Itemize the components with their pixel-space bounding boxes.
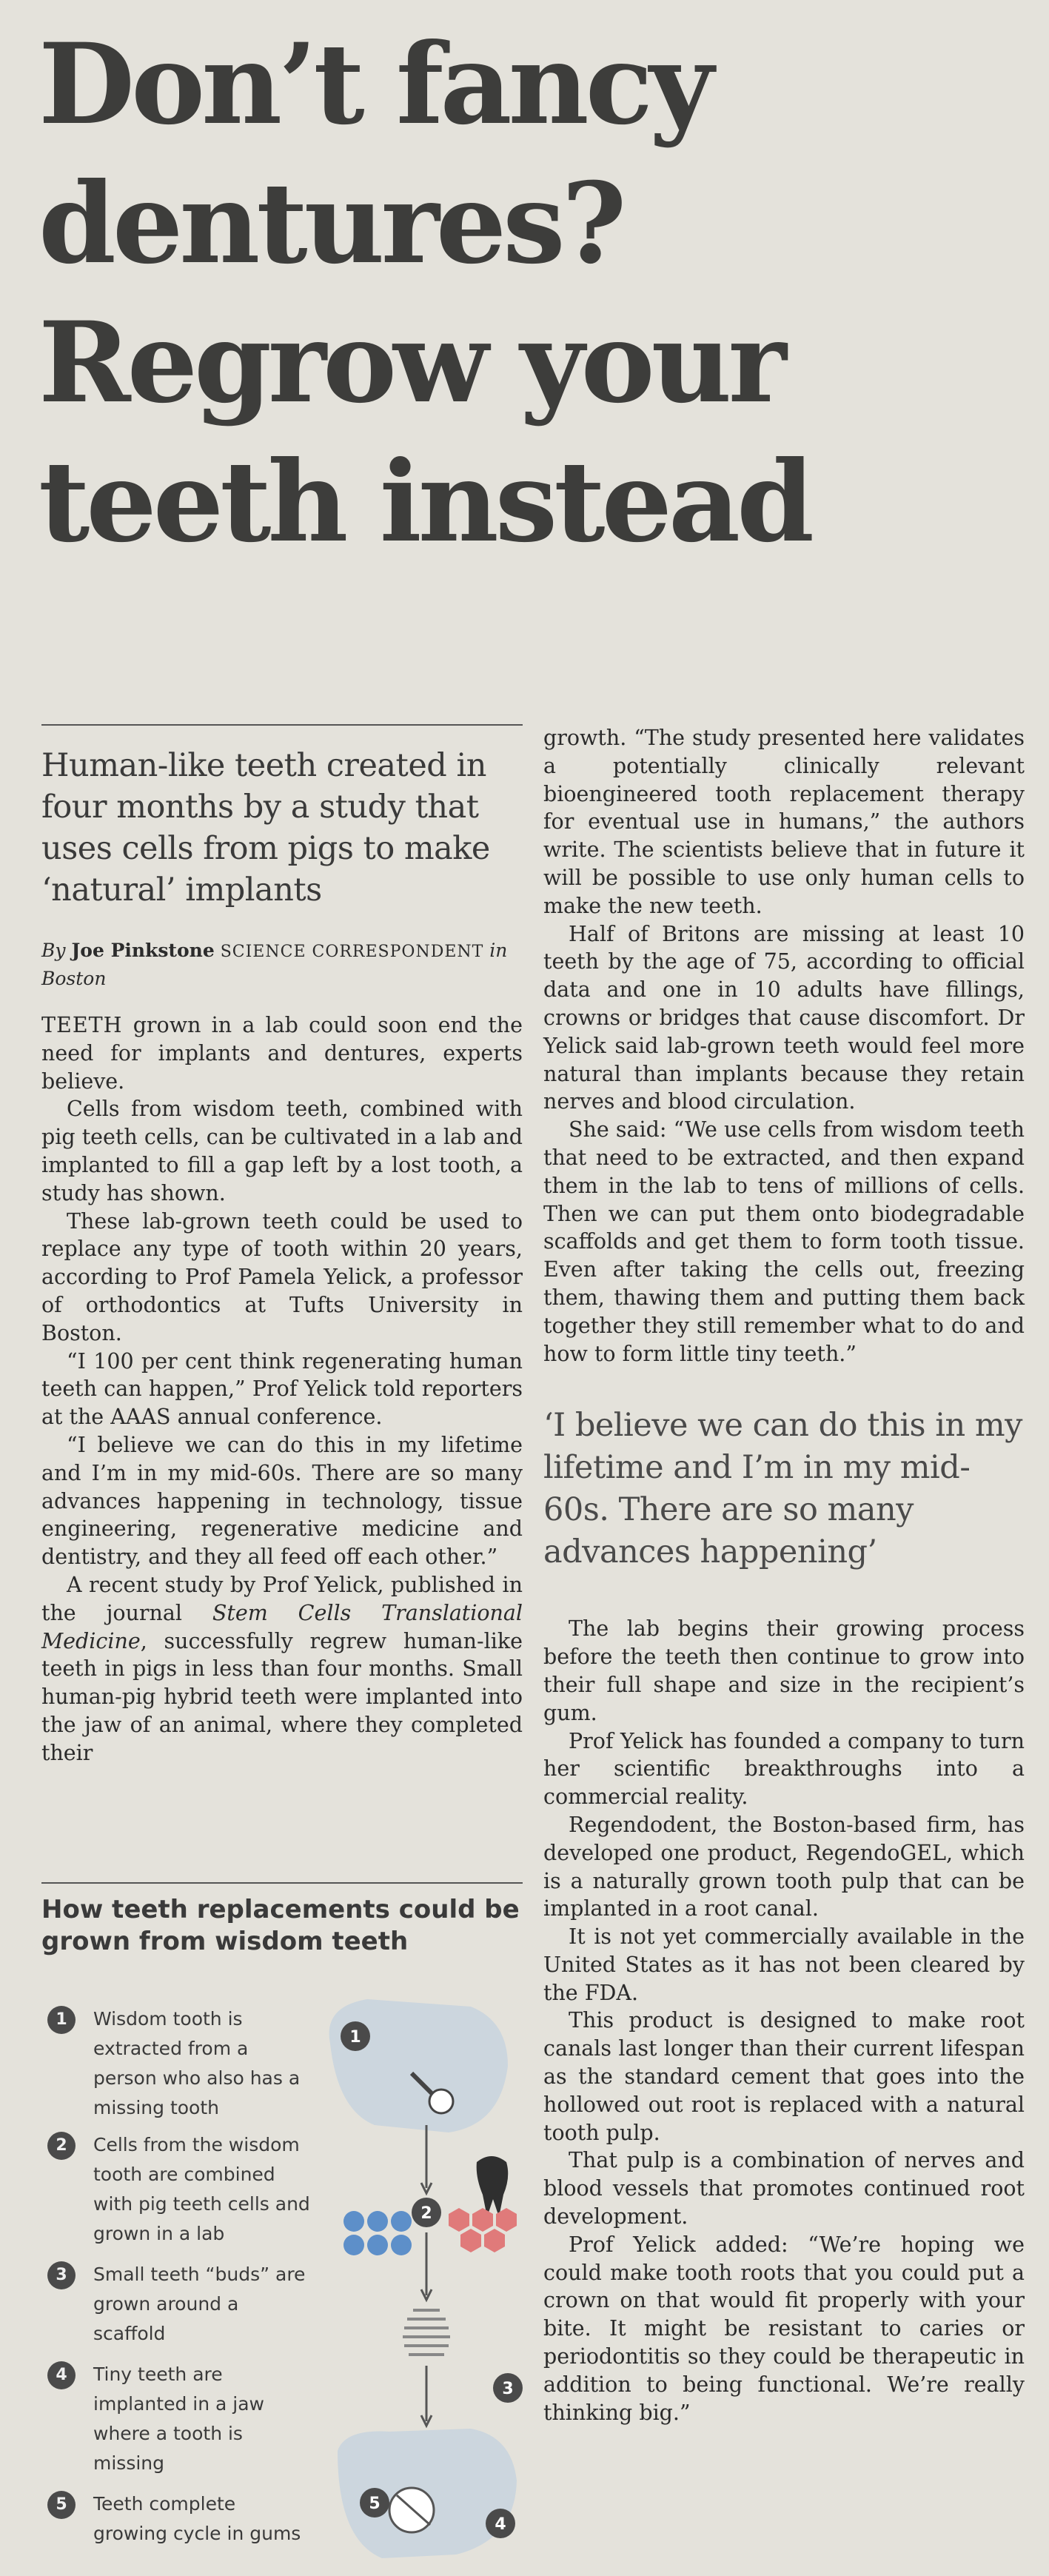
step-number: 2 (47, 2132, 76, 2160)
lede-caps: TEETH (41, 1013, 123, 1037)
paragraph (41, 1571, 523, 1767)
paragraph: Prof Yelick added: “We’re hoping we could make tooth roots that you could put a crown on that would fit properly with your bite. It might be resistant to caries or periodontitis so they could be therapeutic in addition to being functional. We’re really thinking big.” (543, 2232, 1025, 2425)
paragraph (41, 1011, 523, 1095)
journal-name: Stem Cells Translational Medicine (41, 1600, 523, 1653)
paragraph: Prof Yelick has founded a company to turn her scientific breakthroughs into a commercial reality. (543, 1728, 1025, 1810)
step-text: Cells from the wisdom tooth are combined with pig teeth cells and grown in a lab (93, 2134, 310, 2244)
diagram-step-1-label (341, 2021, 370, 2051)
step-number: 5 (47, 2491, 76, 2519)
paragraph: This product is designed to make root canals last longer than their current lifespan as the standard cement that goes into the hollowed out root is replaced with a natural tooth pulp. (543, 2008, 1025, 2145)
step-number: 4 (47, 2361, 76, 2389)
scaffold-icon (403, 2310, 450, 2355)
tooth-icon (477, 2156, 509, 2217)
step-text: Tiny teeth are implanted in a jaw where a tooth is missing (93, 2363, 264, 2474)
diagram-label-3: 3 (502, 2380, 514, 2398)
byline-role: SCIENCE CORRESPONDENT (220, 943, 484, 961)
paragraph: Half of Britons are missing at least 10 teeth by the age of 75, according to official data and one in 10 adults have fillings, crowns or bridges that cause discomfort. Dr Yelick said lab-grown teeth would feel more natural than implants because they retain nerves and blood circulation. (543, 921, 1025, 1114)
paragraph: “I 100 per cent think regenerating human teeth can happen,” Prof Yelick told reporters at the AAAS annual conference. (41, 1348, 523, 1430)
process-diagram (286, 1977, 523, 2569)
byline (41, 937, 523, 992)
left-body (41, 1011, 523, 1767)
infographic (41, 1882, 523, 2563)
byline-by: By (41, 940, 66, 961)
diagram-label-2: 2 (420, 2204, 432, 2223)
headline-line-3: Regrow your (38, 298, 783, 428)
paragraph: It is not yet commercially available in the United States as it has not been cleared by the FDA. (543, 1924, 1025, 2005)
headline-line-2: dentures? (38, 158, 623, 289)
left-column (41, 724, 523, 1767)
pull-quote: ‘I believe we can do this in my lifetime and I’m in my mid-60s. There are so many advances happening’ (543, 1407, 1022, 1571)
paragraph-text: A recent study by Prof Yelick, published in the journal (41, 1572, 523, 1625)
step-text: Wisdom tooth is extracted from a person who also has a missing tooth (93, 2008, 301, 2118)
column-rule (41, 724, 523, 726)
diagram-label-1: 1 (349, 2028, 361, 2047)
diagram-label-4: 4 (495, 2515, 506, 2534)
paragraph: That pulp is a combination of nerves and blood vessels that promotes continued root development. (543, 2148, 1025, 2229)
paragraph-text: grown in a lab could soon end the need for implants and dentures, experts believe. (41, 1013, 523, 1094)
headline-line-1: Don’t fancy (38, 19, 711, 150)
step-number: 1 (47, 2006, 76, 2034)
upper-jaw-icon (329, 1999, 508, 2132)
paragraph: These lab-grown teeth could be used to replace any type of tooth within 20 years, according to Prof Pamela Yelick, a professor of orthodontics at Tufts University in Boston. (41, 1208, 523, 1345)
paragraph: She said: “We use cells from wisdom teeth that need to be extracted, and then expand them in the lab to tens of millions of cells. Then we can put them onto biodegradable scaffolds and get them to form tooth tissue. Even after taking the cells out, freezing them, thawing them and putting them back together they still remember what to do and how to form little tiny teeth.” (543, 1117, 1025, 1366)
paragraph: Regendodent, the Boston-based firm, has developed one product, RegendoGEL, which is a naturally grown tooth pulp that can be implanted in a root canal. (543, 1812, 1025, 1921)
right-body (543, 724, 1025, 1368)
paragraph: The lab begins their growing process before the teeth then continue to grow into their full shape and size in the recipient’s gum. (543, 1616, 1025, 1725)
right-column (543, 724, 1025, 2426)
infographic-title: How teeth replacements could be grown from wisdom teeth (41, 1895, 520, 1956)
headline-line-4: teeth instead (38, 437, 811, 567)
subheadline: Human-like teeth created in four months by a study that uses cells from pigs to make ‘natural’ implants (41, 747, 490, 909)
graphic-rule (41, 1882, 523, 1884)
diagram-step-2-label (412, 2198, 441, 2227)
human-cells-icon (343, 2211, 412, 2255)
headline (38, 15, 1023, 572)
step-text: Teeth complete growing cycle in gums (93, 2493, 301, 2544)
right-body-continued (543, 1615, 1025, 2426)
byline-author: Joe Pinkstone (71, 940, 215, 961)
step-number: 3 (47, 2261, 76, 2289)
diagram-label-5: 5 (369, 2495, 381, 2513)
paragraph: “I believe we can do this in my lifetime and I’m in my mid-60s. There are so many advances happening in technology, tissue engineering, regenerative medicine and dentistry, and they all feed off each other.” (41, 1432, 523, 1570)
pig-cells-icon (449, 2208, 517, 2252)
byline-location: in Boston (41, 940, 508, 989)
paragraph: growth. “The study presented here validates a potentially clinically relevant bioengineered tooth replacement therapy for eventual use in humans,” the authors write. The scientists believe that in future it will be possible to use only human cells to make the new teeth. (543, 726, 1025, 918)
diagram-step-3-label (493, 2373, 523, 2403)
diagram-step-5-label (360, 2488, 389, 2518)
paragraph-text: , successfully regrew human-like teeth in pigs in less than four months. Small human-pig hybrid teeth were implanted into the jaw of an animal, where they completed their (41, 1628, 523, 1765)
step-text: Small teeth “buds” are grown around a scaffold (93, 2264, 306, 2344)
diagram-step-4-label (486, 2509, 515, 2538)
paragraph: Cells from wisdom teeth, combined with pig teeth cells, can be cultivated in a lab and implanted to fill a gap left by a lost tooth, a study has shown. (41, 1097, 523, 1205)
